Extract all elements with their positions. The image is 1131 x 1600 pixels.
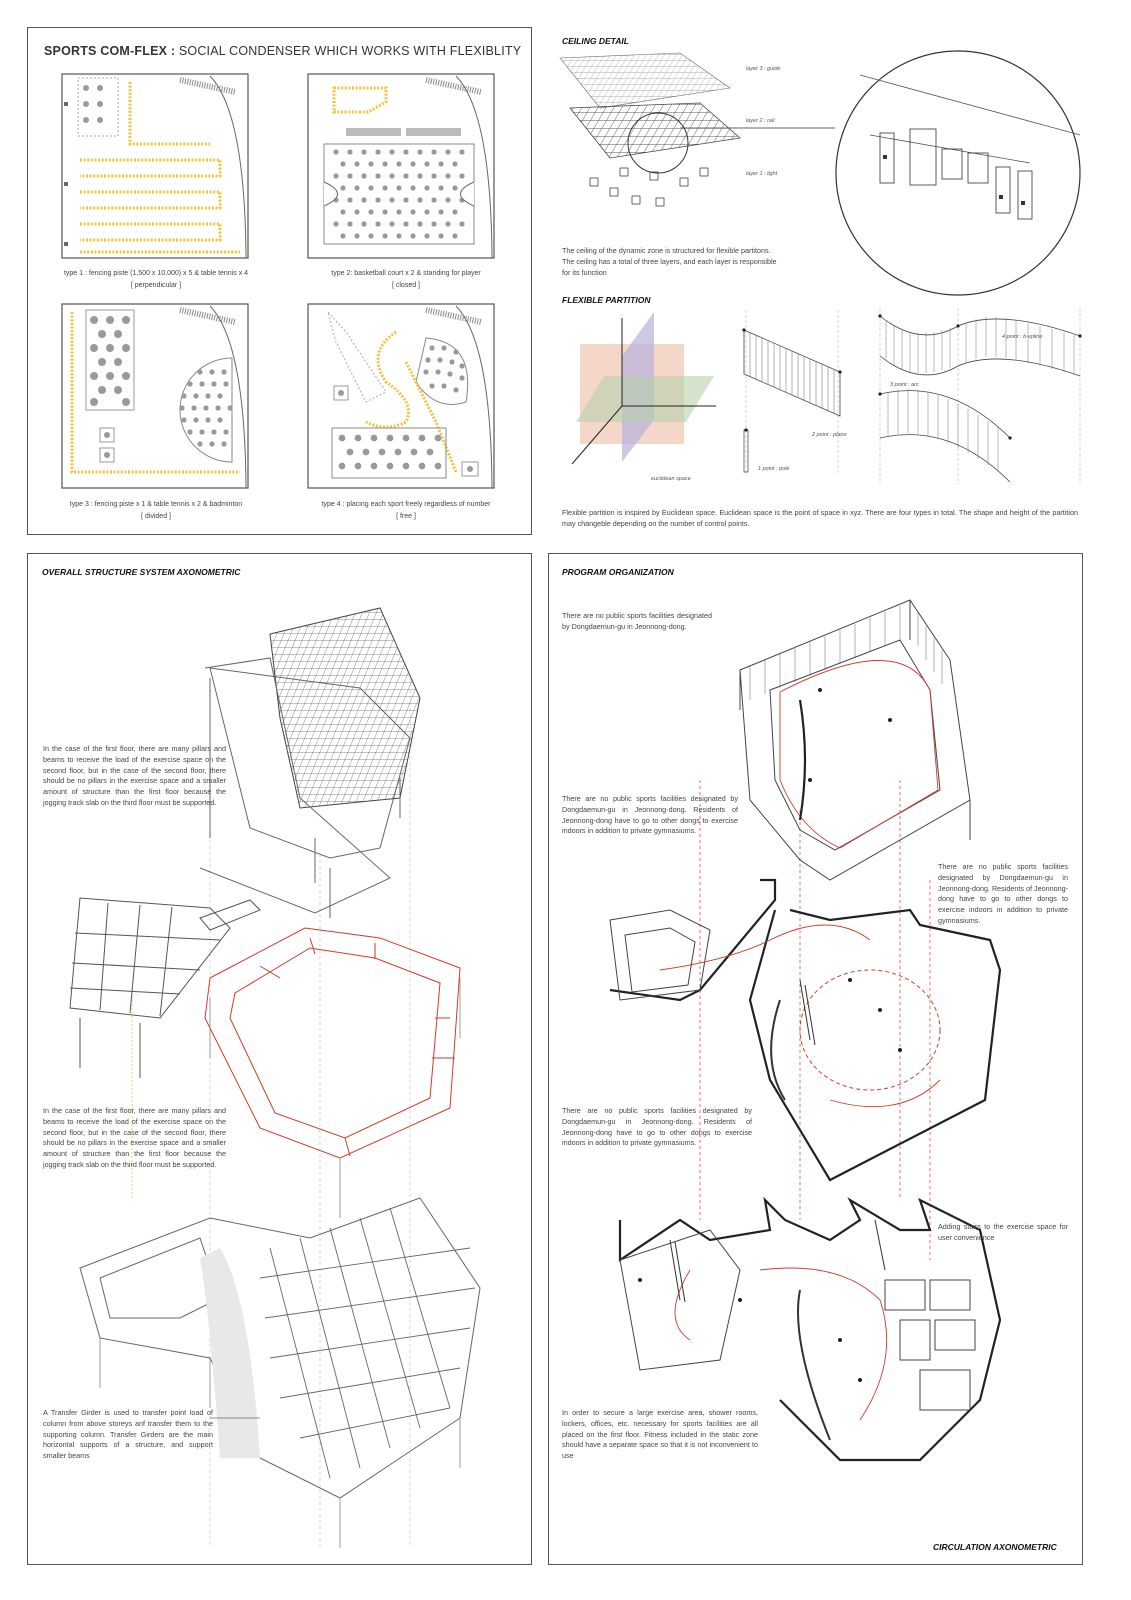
plan-tag-2: [ closed ] [391, 282, 420, 289]
plan-caption-3: type 3 : fencing piste x 1 & table tennis x 2 & badminton [69, 501, 243, 508]
partition-desc: Flexible partition is inspired by Euclidean space. Euclidean space is the point of space in xyz. There are four types in total. The shape and height of the partition may changeble depending on the number of control points. [562, 508, 1078, 528]
ceiling-desc-1: The ceiling of the dynamic zone is structured for flexible partitons. [562, 246, 771, 255]
ceiling-desc-2: The ceiling has a total of three layers, and each layer is responsible [562, 257, 777, 266]
euclidean-space-diagram [566, 310, 726, 470]
structure-title: OVERALL STRUCTURE SYSTEM AXONOMETRIC [42, 567, 241, 577]
program-axonometric [600, 580, 1080, 1540]
program-text-6: In order to secure a large exercise area, shower rooms, lockers, offices, etc. necessary for sports facilities are all placed on the first floor. Fitness included in the static zone should have a separate space so that it is not inconvenient to use [562, 1408, 758, 1461]
layer1-label: layer 1 : light [746, 171, 778, 177]
plan-type3 [60, 302, 252, 492]
program-text-1: There are no public sports facilities designated by Dongdaemun-gu in Jeonnong-dong. [562, 611, 712, 631]
plan-type4 [306, 302, 498, 492]
page-title [44, 44, 521, 58]
plan-tag-3: [ divided ] [141, 513, 171, 520]
layer2-label: layer 2 : rail [746, 118, 775, 124]
partition-pole-and-plane [738, 310, 848, 480]
circulation-axonometric-label: CIRCULATION AXONOMETRIC [933, 1542, 1057, 1552]
program-text-4: There are no public sports facilities designated by Dongdaemun-gu in Jeonnong-dong. Residents of Jeonnong-dong have to go to other dongs to exercise indoors in addition to private gymnasiums. [562, 1106, 752, 1148]
pole-label: 1 point : pole [758, 466, 790, 472]
plan-type2 [306, 72, 498, 262]
plan-tag-1: [ perpendicular ] [130, 282, 182, 289]
euclidean-label: euclidean space [651, 476, 691, 482]
ceiling-desc-3: for its function [562, 268, 607, 277]
program-title: PROGRAM ORGANIZATION [562, 567, 674, 577]
arc-label: 3 point : arc [890, 382, 919, 388]
bspline-label: 4 point : b-spline [1002, 334, 1043, 340]
partition-arc-and-bspline [870, 308, 1090, 488]
plan-caption-4: type 4 : placing each sport freely regardless of number [321, 501, 491, 508]
structure-text-1: In the case of the first floor, there are many pillars and beams to receive the load of the exercise space on the second floor, but in the case of the second floor, there should be no pillars in the exercise space and a smaller amount of structure than the first floor because the jogging track slab on the third floor must be supported. [43, 744, 226, 807]
structure-text-3: A Transfer Girder is used to transfer point load of column from above storeys anf transfer them to the supporting column. Transfer Girders are the main horizontal supports of a structure, and support smaller beams [43, 1408, 213, 1461]
program-text-5: Adding stairs to the exercise space for user convenience [938, 1222, 1068, 1242]
plan-type1 [60, 72, 252, 262]
flexible-partition-title: FLEXIBLE PARTITION [562, 295, 651, 305]
plan-caption-1: type 1 : fencing piste (1,500 x 10,000) x 5 & table tennis x 4 [63, 270, 249, 277]
plane-label: 2 point : plane [812, 432, 847, 438]
title-bold: SPORTS COM-FLEX : [44, 44, 179, 58]
plan-caption-2: type 2: basketball court x 2 & standing for player [331, 270, 481, 277]
program-text-2: There are no public sports facilities designated by Dongdaemun-gu in Jeonnong-dong. Residents of Jeonnong-dong have to go to other dongs to exercise indoors in addition to private gymnasiums. [562, 794, 738, 836]
program-text-3: There are no public sports facilities designated by Dongdaemun-gu in Jeonnong-dong. Residents of Jeonnong-dong have to go to other dongs to exercise indoors in addition to private gymnasiums. [938, 862, 1068, 925]
layer3-label: layer 3 : guide [746, 66, 781, 72]
title-rest: SOCIAL CONDENSER WHICH WORKS WITH FLEXIBLITY [178, 44, 522, 58]
plan-tag-4: [ free ] [396, 513, 416, 520]
structure-text-2: In the case of the first floor, there are many pillars and beams to receive the load of the exercise space on the second floor, but in the case of the second floor, there should be no pillars in the exercise space and a smaller amount of structure than the first floor because the jogging track slab on the third floor must be supported. [43, 1106, 226, 1169]
ceiling-detail-title: CEILING DETAIL [562, 36, 629, 46]
